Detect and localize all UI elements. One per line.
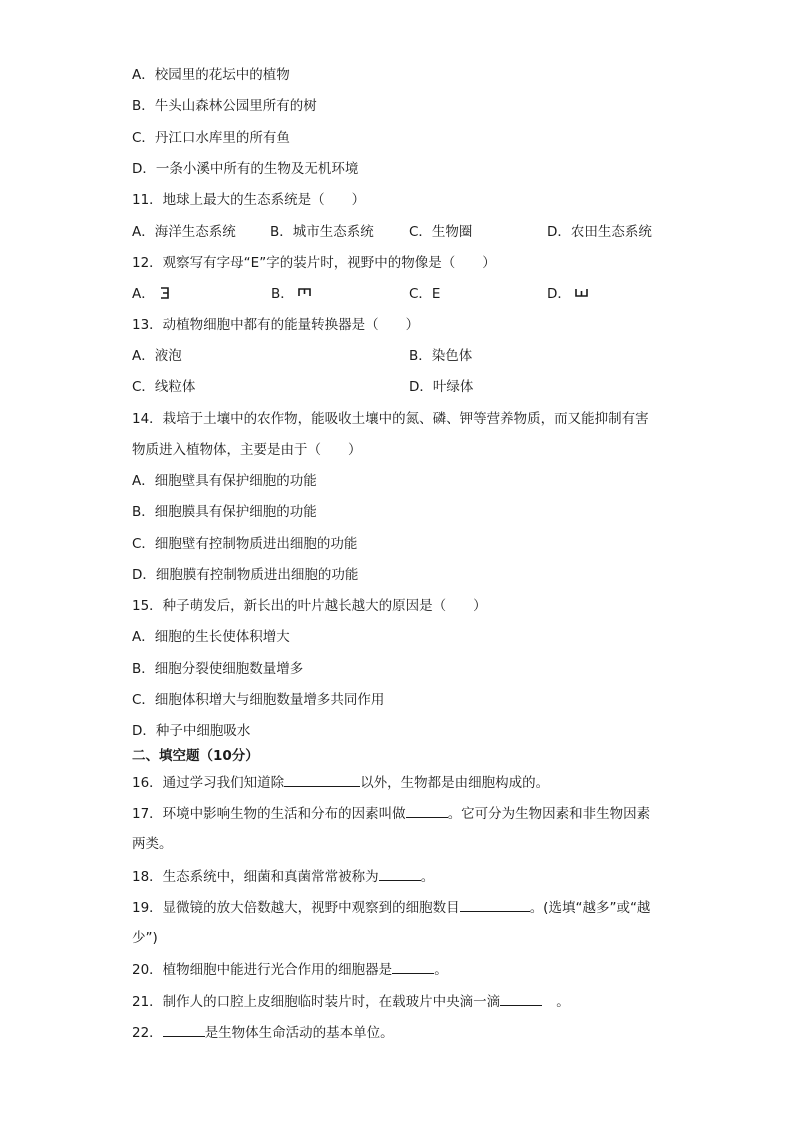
q11-option-b: B．城市生态系统: [270, 224, 374, 240]
q14-stem-line1: 14．栽培于土壤中的农作物，能吸收土壤中的氮、磷、钾等营养物质，而又能抑制有害: [132, 411, 649, 427]
q17-text-after: 。它可分为生物因素和非生物因素: [447, 806, 651, 822]
q16: [132, 772, 549, 792]
section-title-fill-blank: 二、填空题（10分）: [132, 748, 259, 764]
q10-option-c: C．丹江口水库里的所有鱼: [132, 130, 290, 146]
q15-option-d: D．种子中细胞吸水: [132, 723, 251, 739]
q13-option-b: B．染色体: [409, 348, 473, 364]
q14-option-a: A．细胞壁具有保护细胞的功能: [132, 473, 317, 489]
q13-stem: 13．动植物细胞中都有的能量转换器是（ ）: [132, 317, 420, 333]
q17-answer-blank[interactable]: [406, 803, 448, 818]
q13-options-row1: [132, 346, 672, 366]
q12-option-c: C．E: [409, 286, 441, 302]
q15-option-c: C．细胞体积增大与细胞数量增多共同作用: [132, 692, 385, 708]
q14-stem-line2: 物质进入植物体，主要是由于（ ）: [132, 442, 362, 458]
q19-line1: [132, 897, 650, 917]
q22-answer-blank[interactable]: [163, 1022, 205, 1037]
q17-text-before: 17．环境中影响生物的生活和分布的因素叫做: [132, 806, 406, 822]
q22-text-before: 22．: [132, 1025, 163, 1041]
q21-answer-blank[interactable]: [500, 991, 542, 1006]
q15-option-a: A．细胞的生长使体积增大: [132, 629, 290, 645]
q16-text-before: 16．通过学习我们知道除: [132, 775, 285, 791]
q12-option-a: [132, 284, 170, 304]
q20-text-after: 。: [434, 962, 448, 978]
q13-option-c: C．线粒体: [132, 379, 196, 395]
q11-options: [132, 222, 672, 242]
q14-option-c: C．细胞壁有控制物质进出细胞的功能: [132, 536, 358, 552]
q11-option-d: D．农田生态系统: [547, 224, 652, 240]
q18: [132, 866, 434, 886]
q18-answer-blank[interactable]: [379, 866, 421, 881]
q20-answer-blank[interactable]: [392, 959, 434, 974]
q20-text-before: 20．植物细胞中能进行光合作用的细胞器是: [132, 962, 393, 978]
q11-option-c: C．生物圈: [409, 224, 473, 240]
q12-stem: 12．观察写有字母“E”字的装片时，视野中的物像是（ ）: [132, 255, 496, 271]
q19-text-before: 19．显微镜的放大倍数越大，视野中观察到的细胞数目: [132, 900, 460, 916]
q17-line2: 两类。: [132, 836, 173, 852]
q21-text-after: 。: [556, 994, 570, 1010]
q12-option-d: [547, 284, 588, 304]
q12-option-d-label: D．: [547, 286, 571, 302]
q12-option-a-label: A．: [132, 286, 155, 302]
q13-option-a: A．液泡: [132, 348, 182, 364]
mirrored-e-icon: [159, 287, 170, 299]
q11-option-a: A．海洋生态系统: [132, 224, 236, 240]
q13-option-d: D．叶绿体: [409, 379, 474, 395]
q14-option-b: B．细胞膜具有保护细胞的功能: [132, 504, 317, 520]
q19-answer-blank[interactable]: [460, 897, 530, 912]
q17-line1: [132, 803, 650, 823]
q10-option-a: A．校园里的花坛中的植物: [132, 67, 290, 83]
q10-option-d: D．一条小溪中所有的生物及无机环境: [132, 161, 359, 177]
q22: [132, 1022, 394, 1042]
q21-text-before: 21．制作人的口腔上皮细胞临时装片时，在载玻片中央滴一滴: [132, 994, 501, 1010]
q12-option-b: [271, 284, 311, 304]
q15-stem: 15．种子萌发后，新长出的叶片越长越大的原因是（ ）: [132, 598, 487, 614]
q16-answer-blank[interactable]: [284, 772, 360, 787]
rotated-e-down-icon: [298, 288, 311, 297]
q18-text-after: 。: [420, 869, 435, 885]
q11-stem: 11．地球上最大的生态系统是（ ）: [132, 192, 366, 208]
q12-options: [132, 284, 672, 304]
q21: [132, 991, 570, 1011]
rotated-e-up-icon: [575, 288, 588, 297]
q12-option-b-label: B．: [271, 286, 294, 302]
q19-text-after: 。(选填“越多”或“越: [529, 900, 651, 916]
q14-option-d: D．细胞膜有控制物质进出细胞的功能: [132, 567, 359, 583]
q19-line2: 少”): [132, 930, 158, 946]
q22-text-after: 是生物体生命活动的基本单位。: [204, 1025, 394, 1041]
q15-option-b: B．细胞分裂使细胞数量增多: [132, 661, 304, 677]
q18-text-before: 18．生态系统中，细菌和真菌常常被称为: [132, 869, 379, 885]
q10-option-b: B．牛头山森林公园里所有的树: [132, 98, 317, 114]
q16-text-after: 以外，生物都是由细胞构成的。: [360, 775, 550, 791]
q13-options-row2: [132, 377, 672, 397]
q20: [132, 959, 448, 979]
